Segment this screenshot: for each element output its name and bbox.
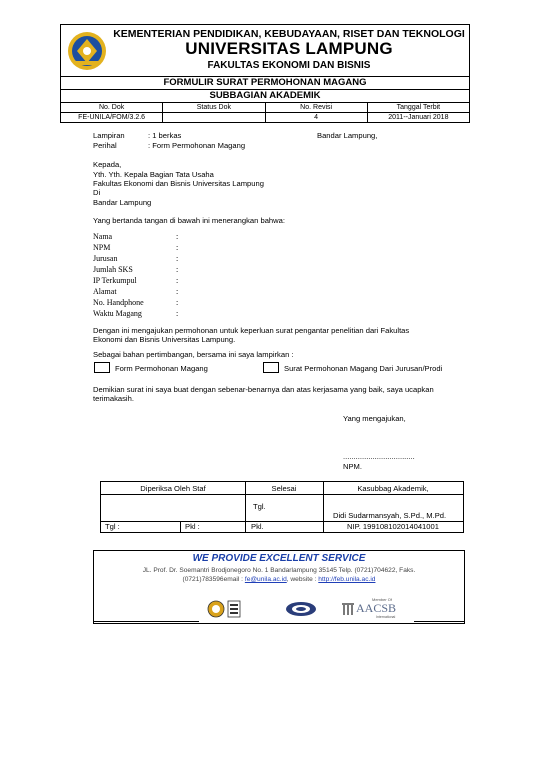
checked-by-staff-header: Diperiksa Oleh Staf <box>140 484 206 493</box>
revision-value: 4 <box>266 113 368 122</box>
field-label-jurusan: Jurusan <box>93 254 118 263</box>
field-colon: : <box>176 254 179 263</box>
faculty-name: FAKULTAS EKONOMI DAN BISNIS <box>207 60 371 71</box>
doc-status-header: Status Dok <box>163 103 265 112</box>
phone-text: (0721)783596email : <box>182 576 245 583</box>
footer-box <box>93 550 465 624</box>
perihal-label: Perihal <box>93 141 117 150</box>
addressee-line-3: Di <box>93 188 101 197</box>
completed-header: Selesai <box>271 484 297 493</box>
completed-date-label: Tgl. <box>253 502 266 511</box>
divider <box>101 494 463 495</box>
lampiran-label: Lampiran <box>93 131 125 140</box>
field-label-npm: NPM <box>93 243 111 252</box>
intro-text: Yang bertanda tangan di bawah ini menerangkan bahwa: <box>93 216 285 225</box>
address-line-2 <box>94 575 464 584</box>
aacsb-text: AACSB <box>356 601 397 615</box>
paragraph-1-line-2: Ekonomi dan Bisnis Universitas Lampung. <box>93 335 236 344</box>
field-label-waktu-magang: Waktu Magang <box>93 309 142 318</box>
aacsb-logo-icon <box>342 597 404 621</box>
paragraph-3-line-1: Demikian surat ini saya buat dengan sebenar-benarnya dan atas kerjasama yang baik, saya ucapkan <box>93 385 434 394</box>
doc-info-values <box>61 113 469 122</box>
place-date: Bandar Lampung, <box>317 131 378 140</box>
staff-date-label: Tgl : <box>105 522 120 531</box>
field-colon: : <box>176 276 179 285</box>
field-colon: : <box>176 243 179 252</box>
header-title-block <box>61 25 469 77</box>
doc-status-value <box>163 113 265 122</box>
addressee-line-1: Yth. Yth. Kepala Bagian Tata Usaha <box>93 170 214 179</box>
signature-dots: .................................. <box>343 452 415 461</box>
field-label-ip: IP Terkumpul <box>93 276 137 285</box>
revision-header: No. Revisi <box>266 103 368 112</box>
kepada-text: Kepada, <box>93 160 122 169</box>
checkbox-form-permohonan[interactable] <box>94 362 110 373</box>
paragraph-2: Sebagai bahan pertimbangan, bersama ini saya lampirkan : <box>93 350 294 359</box>
address-block <box>94 566 464 584</box>
paragraph-3-line-2: terimakasih. <box>93 394 134 403</box>
website-text: , website : <box>286 576 319 583</box>
accreditation-seal-icon <box>284 601 318 617</box>
field-label-handphone: No. Handphone <box>93 298 144 307</box>
addressee-line-4: Bandar Lampung <box>93 198 152 207</box>
field-colon: : <box>176 309 179 318</box>
certification-badge-icon <box>206 599 242 619</box>
checkbox-label-form-permohonan: Form Permohonan Magang <box>115 364 208 373</box>
issue-date-value: 2011--Januari 2018 <box>388 114 449 121</box>
officer-name: Didi Sudarmansyah, S.Pd., M.Pd. <box>333 511 447 520</box>
website-link[interactable]: http://feb.unila.ac.id <box>318 576 376 583</box>
university-logo-icon <box>67 31 107 71</box>
issue-date-header: Tanggal Terbit <box>396 104 441 111</box>
service-motto: WE PROVIDE EXCELLENT SERVICE <box>192 553 366 564</box>
form-header <box>60 24 470 123</box>
field-colon: : <box>176 298 179 307</box>
staff-time-label: Pkl : <box>185 522 200 531</box>
doc-number-header: No. Dok <box>61 103 163 112</box>
checkbox-label-surat-jurusan: Surat Permohonan Magang Dari Jurusan/Prodi <box>284 364 443 373</box>
field-colon: : <box>176 265 179 274</box>
divider <box>94 621 199 622</box>
unit-name: SUBBAGIAN AKADEMIK <box>61 90 469 103</box>
addressee-line-2: Fakultas Ekonomi dan Bisnis Universitas Lampung <box>93 179 264 188</box>
address-line-1: JL. Prof. Dr. Soemantri Brodjonegoro No. 1 Bandarlampung 35145 Telp. (0721)704622, Faks. <box>142 567 416 574</box>
checkbox-surat-jurusan[interactable] <box>263 362 279 373</box>
aacsb-member-text: Member Of <box>372 597 393 602</box>
completed-time-label: Pkl. <box>251 522 264 531</box>
head-academic-header: Kasubbag Akademik, <box>357 484 429 493</box>
doc-info-headers <box>61 103 469 113</box>
field-label-alamat: Alamat <box>93 287 117 296</box>
doc-number-value: FE-UNILA/FOM/3.2.6 <box>61 113 163 122</box>
approval-table <box>100 481 464 533</box>
university-name: UNIVERSITAS LAMPUNG <box>185 39 393 58</box>
divider <box>414 621 464 622</box>
email-link[interactable]: fe@unila.ac.id <box>244 576 287 583</box>
field-label-nama: Nama <box>93 232 113 241</box>
applicant-label: Yang mengajukan, <box>343 414 406 423</box>
field-colon: : <box>176 232 179 241</box>
paragraph-1-line-1: Dengan ini mengajukan permohonan untuk keperluan surat pengantar penelitian dari Fakultas <box>93 326 410 335</box>
ministry-name: KEMENTERIAN PENDIDIKAN, KEBUDAYAAN, RISET DAN TEKNOLOGI <box>113 28 465 40</box>
lampiran-value: : 1 berkas <box>148 131 182 140</box>
field-label-jumlah-sks: Jumlah SKS <box>93 265 133 274</box>
aacsb-sub-text: International <box>376 615 396 619</box>
npm-label: NPM. <box>343 462 362 471</box>
form-title: FORMULIR SURAT PERMOHONAN MAGANG <box>61 77 469 90</box>
perihal-value: : Form Permohonan Magang <box>148 141 246 150</box>
field-colon: : <box>176 287 179 296</box>
officer-nip: NIP. 199108102014041001 <box>347 522 439 531</box>
divider <box>180 521 181 532</box>
